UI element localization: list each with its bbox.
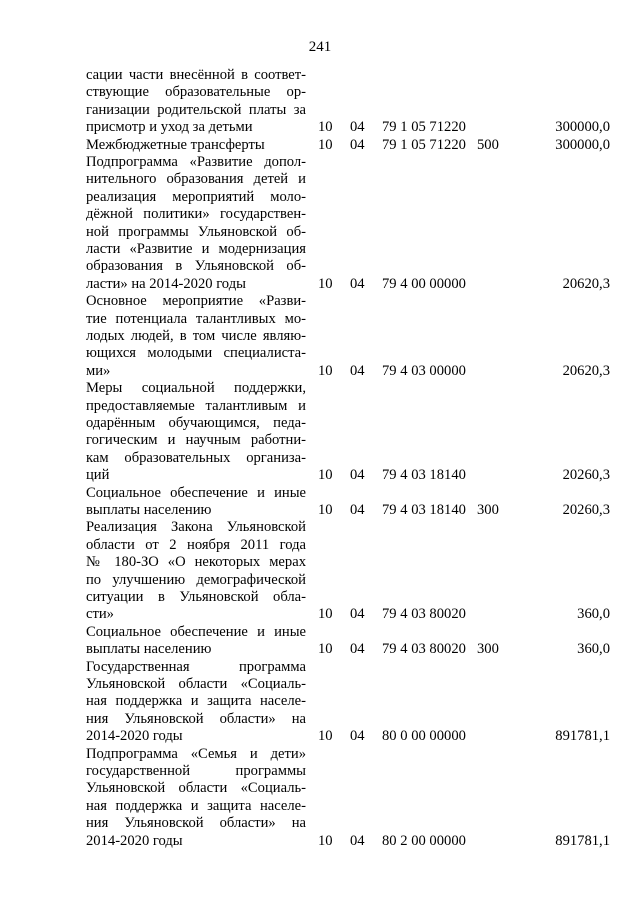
target-article-code: 80 2 00 00000: [382, 832, 466, 849]
target-article-code: 79 4 03 18140: [382, 501, 466, 518]
subsection-code: 04: [350, 606, 365, 623]
row-description: [86, 154, 306, 293]
description-line: Социальное обеспечение и иные: [86, 484, 306, 501]
description-line: Ульяновской области «Социаль-: [86, 780, 306, 797]
subsection-code: 04: [350, 501, 365, 518]
description-line: кам образовательных организа-: [86, 449, 306, 466]
amount-value: 300000,0: [555, 136, 610, 153]
description-line: ций: [86, 467, 110, 484]
subsection-code: 04: [350, 362, 365, 379]
section-code: 10: [318, 136, 333, 153]
section-code: 10: [318, 467, 333, 484]
section-code: 10: [318, 275, 333, 292]
description-line: Реализация Закона Ульяновской: [86, 519, 306, 536]
description-line: ная поддержка и защита населе-: [86, 693, 306, 710]
section-code: 10: [318, 501, 333, 518]
description-line: по улучшению демографической: [86, 571, 306, 588]
description-line: 2014-2020 годы: [86, 832, 183, 849]
subsection-code: 04: [350, 136, 365, 153]
description-line: Ульяновской области «Социаль-: [86, 675, 306, 692]
description-line: Государственная программа: [86, 658, 306, 675]
section-code: 10: [318, 606, 333, 623]
target-article-code: 79 4 00 00000: [382, 275, 466, 292]
target-article-code: 79 4 03 00000: [382, 362, 466, 379]
section-code: 10: [318, 832, 333, 849]
target-article-code: 79 1 05 71220: [382, 136, 466, 153]
description-line: присмотр и уход за детьми: [86, 119, 253, 136]
row-description: [86, 485, 306, 520]
subsection-code: 04: [350, 728, 365, 745]
description-line: выплаты населению: [86, 641, 212, 658]
section-code: 10: [318, 119, 333, 136]
description-line: ная поддержка и защита населе-: [86, 797, 306, 814]
expense-type-code: 300: [477, 501, 499, 518]
target-article-code: 79 4 03 18140: [382, 467, 466, 484]
description-line: нительного образования детей и: [86, 171, 306, 188]
description-line: ласти» на 2014-2020 годы: [86, 275, 246, 292]
subsection-code: 04: [350, 467, 365, 484]
description-line: № 180-ЗО «О некоторых мерах: [86, 554, 306, 571]
amount-value: 891781,1: [555, 832, 610, 849]
subsection-code: 04: [350, 119, 365, 136]
section-code: 10: [318, 362, 333, 379]
description-line: тие потенциала талантливых мо-: [86, 310, 306, 327]
page-number: 241: [308, 39, 332, 55]
amount-value: 20620,3: [562, 275, 610, 292]
description-line: выплаты населению: [86, 501, 212, 518]
description-line: сти»: [86, 606, 114, 623]
amount-value: 360,0: [577, 641, 610, 658]
expense-type-code: 500: [477, 136, 499, 153]
expense-type-code: 300: [477, 641, 499, 658]
description-line: дёжной политики» государствен-: [86, 206, 306, 223]
row-description: [86, 746, 306, 850]
row-description: [86, 519, 306, 623]
row-description: [86, 380, 306, 484]
amount-value: 20620,3: [562, 362, 610, 379]
amount-value: 891781,1: [555, 728, 610, 745]
description-line: Социальное обеспечение и иные: [86, 623, 306, 640]
subsection-code: 04: [350, 641, 365, 658]
amount-value: 20260,3: [562, 501, 610, 518]
subsection-code: 04: [350, 275, 365, 292]
description-line: 2014-2020 годы: [86, 728, 183, 745]
description-line: ганизации родительской платы за: [86, 101, 306, 118]
row-description: [86, 293, 306, 380]
description-line: Подпрограмма «Развитие допол-: [86, 154, 306, 170]
description-line: предоставляемые талантливым и: [86, 397, 306, 414]
row-description: [86, 137, 306, 154]
section-code: 10: [318, 641, 333, 658]
description-line: Подпрограмма «Семья и дети»: [86, 745, 306, 762]
amount-value: 300000,0: [555, 119, 610, 136]
amount-value: 20260,3: [562, 467, 610, 484]
description-line: государственной программы: [86, 762, 306, 779]
description-line: ласти «Развитие и модернизация: [86, 240, 306, 257]
description-line: ми»: [86, 362, 111, 379]
description-line: образования в Ульяновской об-: [86, 258, 306, 275]
description-line: Меры социальной поддержки,: [86, 380, 306, 397]
description-line: реализация мероприятий моло-: [86, 188, 306, 205]
subsection-code: 04: [350, 832, 365, 849]
row-description: [86, 624, 306, 659]
amount-value: 360,0: [577, 606, 610, 623]
description-line: гогическим и научным работни-: [86, 432, 306, 449]
section-code: 10: [318, 728, 333, 745]
description-line: одарённым обучающимся, педа-: [86, 414, 306, 431]
description-line: ния Ульяновской области» на: [86, 710, 306, 727]
description-line: ющихся молодыми специалиста-: [86, 345, 306, 362]
row-description: [86, 659, 306, 746]
description-line: лодых людей, в том числе являю-: [86, 327, 306, 344]
target-article-code: 79 1 05 71220: [382, 119, 466, 136]
target-article-code: 79 4 03 80020: [382, 641, 466, 658]
description-line: ной программы Ульяновской об-: [86, 223, 306, 240]
description-line: области от 2 ноября 2011 года: [86, 536, 306, 553]
description-line: ствующие образовательные ор-: [86, 84, 306, 101]
description-line: ситуации в Ульяновской обла-: [86, 588, 306, 605]
target-article-code: 80 0 00 00000: [382, 728, 466, 745]
description-line: Основное мероприятие «Разви-: [86, 293, 306, 310]
description-line: ния Ульяновской области» на: [86, 815, 306, 832]
row-description: [86, 67, 306, 137]
target-article-code: 79 4 03 80020: [382, 606, 466, 623]
description-line: сации части внесённой в соответ-: [86, 67, 306, 83]
description-line: Межбюджетные трансферты: [86, 136, 265, 153]
